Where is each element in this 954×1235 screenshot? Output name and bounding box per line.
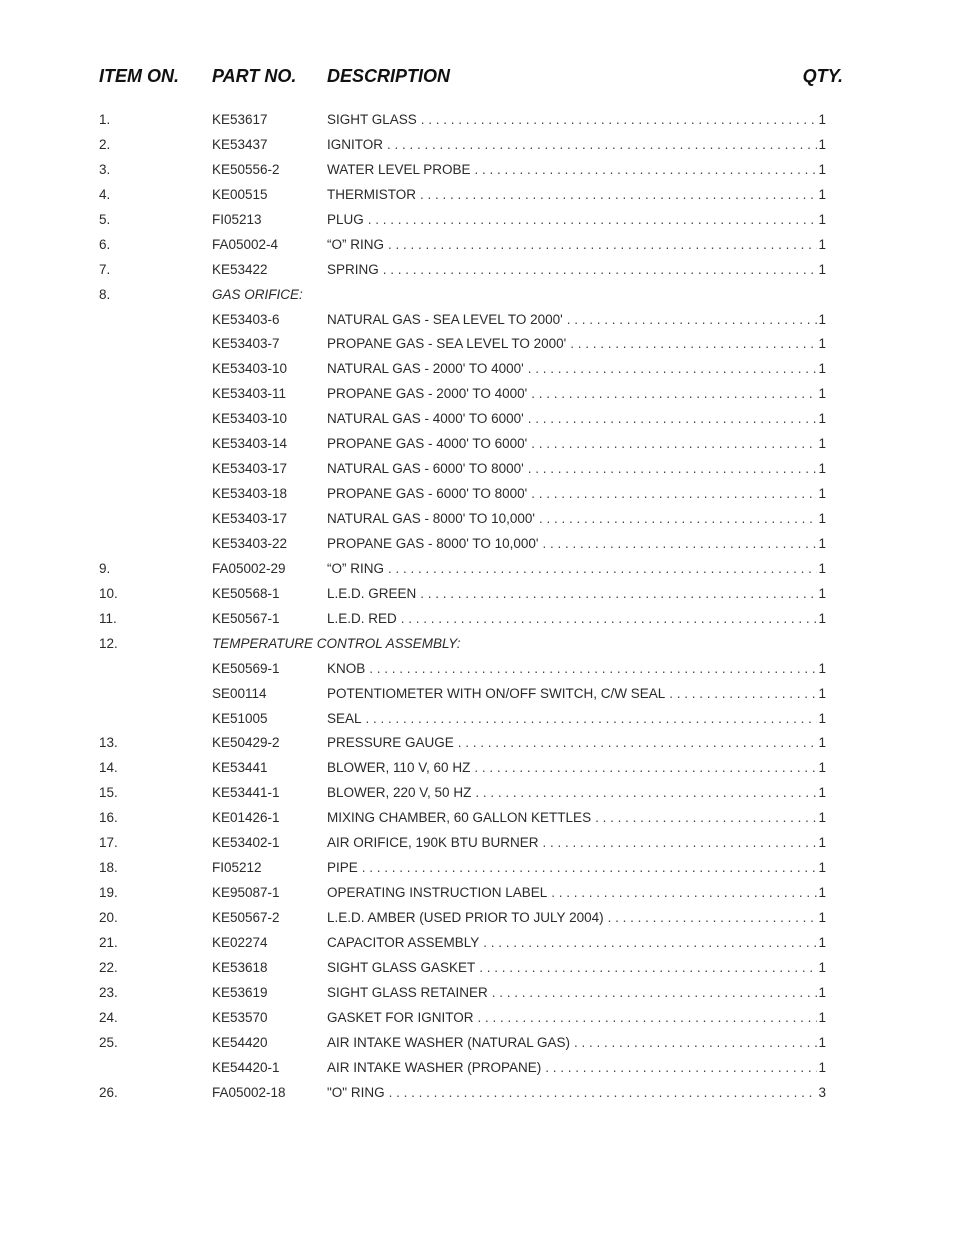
description-text: NATURAL GAS - 6000' TO 8000' xyxy=(327,461,524,477)
dot-leader xyxy=(543,831,818,856)
description-cell xyxy=(327,108,826,133)
description-cell xyxy=(327,133,826,158)
table-row xyxy=(0,1056,954,1081)
quantity: 1 xyxy=(818,386,826,402)
quantity: 1 xyxy=(818,785,826,801)
table-row xyxy=(0,233,954,258)
dot-leader xyxy=(570,332,817,357)
section-subheading-row xyxy=(0,632,954,657)
section-subheading: GAS ORIFICE: xyxy=(212,286,303,302)
description-text: PIPE xyxy=(327,860,358,876)
table-row xyxy=(0,557,954,582)
dot-leader xyxy=(366,707,818,732)
quantity: 1 xyxy=(818,710,826,726)
table-row xyxy=(0,707,954,732)
quantity: 1 xyxy=(818,486,826,502)
dot-leader xyxy=(362,856,818,881)
description-text: SPRING xyxy=(327,261,379,277)
description-text: SIGHT GLASS xyxy=(327,112,417,127)
dot-leader xyxy=(368,208,818,233)
description-cell xyxy=(327,432,826,457)
description-cell xyxy=(327,731,826,756)
item-number: 25. xyxy=(99,1034,118,1050)
description-cell xyxy=(327,756,826,781)
description-text: "O" RING xyxy=(327,1084,385,1100)
description-text: SIGHT GLASS RETAINER xyxy=(327,984,488,1000)
description-cell xyxy=(327,931,826,956)
part-number: FA05002-29 xyxy=(212,560,286,576)
part-number: KE53403-17 xyxy=(212,511,288,526)
quantity: 1 xyxy=(818,835,826,851)
description-cell xyxy=(327,906,826,931)
quantity: 1 xyxy=(818,411,826,427)
description-text: POTENTIOMETER WITH ON/OFF SWITCH, C/W SEAL xyxy=(327,685,666,701)
table-row xyxy=(0,158,954,183)
item-number: 19. xyxy=(99,885,118,901)
table-row xyxy=(0,258,954,283)
part-number: KE53403-10 xyxy=(212,361,288,377)
item-number: 2. xyxy=(99,136,111,152)
description-cell xyxy=(327,482,826,507)
table-row xyxy=(0,881,954,906)
description-cell xyxy=(327,1006,826,1031)
description-cell xyxy=(327,208,826,233)
table-row xyxy=(0,133,954,158)
part-number: FI05213 xyxy=(212,211,262,227)
table-row xyxy=(0,831,954,856)
part-number: KE53403-6 xyxy=(212,311,280,327)
dot-leader xyxy=(608,906,818,931)
description-text: NATURAL GAS - 4000' TO 6000' xyxy=(327,411,524,427)
description-text: AIR ORIFICE, 190K BTU BURNER xyxy=(327,835,539,851)
dot-leader xyxy=(387,133,817,158)
dot-leader xyxy=(531,432,817,457)
part-number: KE53402-1 xyxy=(212,835,280,851)
description-text: L.E.D. RED xyxy=(327,610,397,626)
description-text: IGNITOR xyxy=(327,136,384,152)
quantity: 1 xyxy=(818,535,826,551)
dot-leader xyxy=(474,756,817,781)
description-text: SEAL xyxy=(327,710,362,726)
description-text: SIGHT GLASS GASKET xyxy=(327,959,476,975)
table-row xyxy=(0,956,954,981)
part-number: KE50569-1 xyxy=(212,660,280,676)
part-number: KE53570 xyxy=(212,1009,268,1025)
part-number: FA05002-18 xyxy=(212,1084,286,1100)
description-cell xyxy=(327,407,826,432)
part-number: KE50429-2 xyxy=(212,735,280,751)
description-text: KNOB xyxy=(327,660,366,676)
table-row xyxy=(0,781,954,806)
table-row xyxy=(0,183,954,208)
table-row xyxy=(0,731,954,756)
part-number: KE53618 xyxy=(212,959,268,975)
item-number: 8. xyxy=(99,286,111,302)
quantity: 1 xyxy=(818,461,826,477)
description-cell xyxy=(327,806,826,831)
description-cell xyxy=(327,308,826,333)
part-number: SE00114 xyxy=(212,685,267,701)
description-text: THERMISTOR xyxy=(327,186,417,202)
table-row xyxy=(0,208,954,233)
dot-leader xyxy=(388,557,817,582)
quantity: 1 xyxy=(818,511,826,526)
quantity: 1 xyxy=(818,610,826,626)
quantity: 1 xyxy=(818,186,826,202)
item-number: 23. xyxy=(99,984,118,1000)
item-number: 14. xyxy=(99,760,118,776)
part-number: KE53403-7 xyxy=(212,336,280,352)
part-number: KE53441-1 xyxy=(212,785,280,801)
quantity: 1 xyxy=(818,1034,826,1050)
part-number: KE53441 xyxy=(212,760,268,776)
quantity: 1 xyxy=(818,236,826,252)
table-row xyxy=(0,332,954,357)
item-number: 12. xyxy=(99,635,118,651)
dot-leader xyxy=(389,1081,818,1106)
quantity: 1 xyxy=(818,560,826,576)
table-row xyxy=(0,507,954,532)
dot-leader xyxy=(483,931,817,956)
dot-leader xyxy=(420,183,817,208)
quantity: 1 xyxy=(818,885,826,901)
table-row xyxy=(0,856,954,881)
dot-leader xyxy=(401,607,818,632)
description-text: AIR INTAKE WASHER (PROPANE) xyxy=(327,1059,542,1075)
quantity: 1 xyxy=(818,112,826,127)
dot-leader xyxy=(551,881,817,906)
dot-leader xyxy=(421,108,818,133)
table-row xyxy=(0,931,954,956)
dot-leader xyxy=(539,507,817,532)
quantity: 1 xyxy=(818,136,826,152)
item-number: 4. xyxy=(99,186,111,202)
description-text: PRESSURE GAUGE xyxy=(327,735,454,751)
table-row xyxy=(0,1081,954,1106)
description-cell xyxy=(327,582,826,607)
quantity: 1 xyxy=(818,336,826,352)
part-number: KE50556-2 xyxy=(212,161,280,177)
description-cell xyxy=(327,382,826,407)
quantity: 1 xyxy=(818,1009,826,1025)
item-number: 18. xyxy=(99,860,118,876)
description-text: PROPANE GAS - 8000' TO 10,000' xyxy=(327,535,539,551)
part-number: KE00515 xyxy=(212,186,268,202)
description-cell xyxy=(327,682,826,707)
table-row xyxy=(0,582,954,607)
quantity: 1 xyxy=(818,311,826,327)
description-cell xyxy=(327,158,826,183)
quantity: 1 xyxy=(818,910,826,925)
quantity: 1 xyxy=(818,1059,826,1075)
dot-leader xyxy=(479,956,817,981)
part-number: KE51005 xyxy=(212,710,268,726)
header-description: DESCRIPTION xyxy=(327,66,451,86)
description-text: NATURAL GAS - 2000' TO 4000' xyxy=(327,361,524,377)
item-number: 17. xyxy=(99,835,118,851)
dot-leader xyxy=(475,158,818,183)
description-cell xyxy=(327,332,826,357)
table-row xyxy=(0,457,954,482)
part-number: FA05002-4 xyxy=(212,236,279,252)
dot-leader xyxy=(567,308,818,333)
quantity: 1 xyxy=(818,959,826,975)
description-text: PROPANE GAS - 6000' TO 8000' xyxy=(327,486,528,502)
description-text: WATER LEVEL PROBE xyxy=(327,161,471,177)
table-row xyxy=(0,682,954,707)
description-text: L.E.D. GREEN xyxy=(327,585,417,601)
description-cell xyxy=(327,607,826,632)
table-row xyxy=(0,1031,954,1056)
dot-leader xyxy=(420,582,817,607)
dot-leader xyxy=(669,682,817,707)
dot-leader xyxy=(528,407,818,432)
part-number: KE53403-14 xyxy=(212,436,288,452)
quantity: 1 xyxy=(818,211,826,227)
parts-table xyxy=(0,108,954,1106)
description-cell xyxy=(327,532,826,557)
part-number: KE53617 xyxy=(212,112,268,127)
header-qty: QTY. xyxy=(802,66,843,86)
dot-leader xyxy=(492,981,818,1006)
dot-leader xyxy=(383,258,818,283)
header-item: ITEM ON. xyxy=(99,66,179,86)
description-cell xyxy=(327,831,826,856)
quantity: 1 xyxy=(818,585,826,601)
description-cell xyxy=(327,357,826,382)
description-text: BLOWER, 220 V, 50 HZ xyxy=(327,785,472,801)
dot-leader xyxy=(543,532,818,557)
dot-leader xyxy=(528,457,818,482)
part-number: KE53403-11 xyxy=(212,386,287,402)
table-row xyxy=(0,981,954,1006)
quantity: 3 xyxy=(818,1084,826,1100)
description-text: “O” RING xyxy=(327,560,384,576)
quantity: 1 xyxy=(818,735,826,751)
item-number: 1. xyxy=(99,112,111,127)
description-text: CAPACITOR ASSEMBLY xyxy=(327,934,480,950)
quantity: 1 xyxy=(818,436,826,452)
table-row xyxy=(0,657,954,682)
dot-leader xyxy=(595,806,817,831)
item-number: 15. xyxy=(99,785,118,801)
item-number: 22. xyxy=(99,959,118,975)
description-cell xyxy=(327,557,826,582)
item-number: 7. xyxy=(99,261,111,277)
description-text: NATURAL GAS - SEA LEVEL TO 2000' xyxy=(327,311,563,327)
table-row xyxy=(0,756,954,781)
table-row xyxy=(0,357,954,382)
part-number: KE54420-1 xyxy=(212,1059,280,1075)
table-row xyxy=(0,532,954,557)
description-cell xyxy=(327,881,826,906)
table-row xyxy=(0,108,954,133)
description-cell xyxy=(327,457,826,482)
dot-leader xyxy=(545,1056,817,1081)
item-number: 5. xyxy=(99,211,111,227)
table-row xyxy=(0,1006,954,1031)
dot-leader xyxy=(369,657,817,682)
dot-leader xyxy=(574,1031,817,1056)
item-number: 20. xyxy=(99,910,118,925)
part-number: KE53619 xyxy=(212,984,268,1000)
description-cell xyxy=(327,856,826,881)
table-row xyxy=(0,806,954,831)
part-number: KE53403-17 xyxy=(212,461,288,477)
part-number: KE53403-10 xyxy=(212,411,288,427)
description-cell xyxy=(327,183,826,208)
item-number: 13. xyxy=(99,735,118,751)
section-subheading: TEMPERATURE CONTROL ASSEMBLY: xyxy=(212,635,461,651)
table-row xyxy=(0,308,954,333)
description-text: AIR INTAKE WASHER (NATURAL GAS) xyxy=(327,1034,571,1050)
description-text: PROPANE GAS - SEA LEVEL TO 2000' xyxy=(327,336,567,352)
item-number: 9. xyxy=(99,560,111,576)
description-cell xyxy=(327,956,826,981)
part-number: KE53422 xyxy=(212,261,268,277)
item-number: 6. xyxy=(99,236,111,252)
table-row xyxy=(0,382,954,407)
quantity: 1 xyxy=(818,984,826,1000)
description-cell xyxy=(327,1081,826,1106)
quantity: 1 xyxy=(818,161,826,177)
description-cell xyxy=(327,981,826,1006)
dot-leader xyxy=(528,357,818,382)
quantity: 1 xyxy=(818,660,826,676)
quantity: 1 xyxy=(818,261,826,277)
part-number: KE53437 xyxy=(212,136,268,152)
part-number: KE50567-2 xyxy=(212,910,280,925)
table-header xyxy=(0,66,954,92)
part-number: KE54420 xyxy=(212,1034,268,1050)
description-text: GASKET FOR IGNITOR xyxy=(327,1009,474,1025)
table-row xyxy=(0,482,954,507)
item-number: 21. xyxy=(99,934,118,950)
item-number: 24. xyxy=(99,1009,118,1025)
quantity: 1 xyxy=(818,860,826,876)
part-number: KE53403-22 xyxy=(212,535,288,551)
part-number: FI05212 xyxy=(212,860,262,876)
description-cell xyxy=(327,233,826,258)
description-text: PLUG xyxy=(327,211,364,227)
part-number: KE50567-1 xyxy=(212,610,280,626)
description-cell xyxy=(327,707,826,732)
description-text: OPERATING INSTRUCTION LABEL xyxy=(327,885,548,901)
description-text: PROPANE GAS - 2000' TO 4000' xyxy=(327,386,528,402)
quantity: 1 xyxy=(818,361,826,377)
header-part-no: PART NO. xyxy=(212,66,297,86)
item-number: 10. xyxy=(99,585,118,601)
description-cell xyxy=(327,1031,826,1056)
part-number: KE02274 xyxy=(212,934,268,950)
dot-leader xyxy=(531,382,817,407)
table-row xyxy=(0,607,954,632)
description-text: NATURAL GAS - 8000' TO 10,000' xyxy=(327,511,536,526)
item-number: 3. xyxy=(99,161,111,177)
description-cell xyxy=(327,258,826,283)
dot-leader xyxy=(388,233,817,258)
description-text: BLOWER, 110 V, 60 HZ xyxy=(327,760,471,776)
description-text: “O” RING xyxy=(327,236,384,252)
description-text: MIXING CHAMBER, 60 GALLON KETTLES xyxy=(327,810,592,826)
dot-leader xyxy=(531,482,817,507)
part-number: KE50568-1 xyxy=(212,585,280,601)
dot-leader xyxy=(475,781,817,806)
part-number: KE01426-1 xyxy=(212,810,280,826)
item-number: 16. xyxy=(99,810,118,826)
description-text: PROPANE GAS - 4000' TO 6000' xyxy=(327,436,528,452)
description-cell xyxy=(327,1056,826,1081)
part-number: KE53403-18 xyxy=(212,486,288,502)
section-subheading-row xyxy=(0,283,954,308)
part-number: KE95087-1 xyxy=(212,885,280,901)
quantity: 1 xyxy=(818,810,826,826)
table-row xyxy=(0,906,954,931)
description-cell xyxy=(327,507,826,532)
table-row xyxy=(0,407,954,432)
description-cell xyxy=(327,657,826,682)
item-number: 11. xyxy=(99,610,117,626)
description-text: L.E.D. AMBER (USED PRIOR TO JULY 2004) xyxy=(327,910,604,925)
table-row xyxy=(0,432,954,457)
quantity: 1 xyxy=(818,760,826,776)
dot-leader xyxy=(458,731,818,756)
item-number: 26. xyxy=(99,1084,118,1100)
description-cell xyxy=(327,781,826,806)
quantity: 1 xyxy=(818,934,826,950)
dot-leader xyxy=(478,1006,818,1031)
quantity: 1 xyxy=(818,685,826,701)
